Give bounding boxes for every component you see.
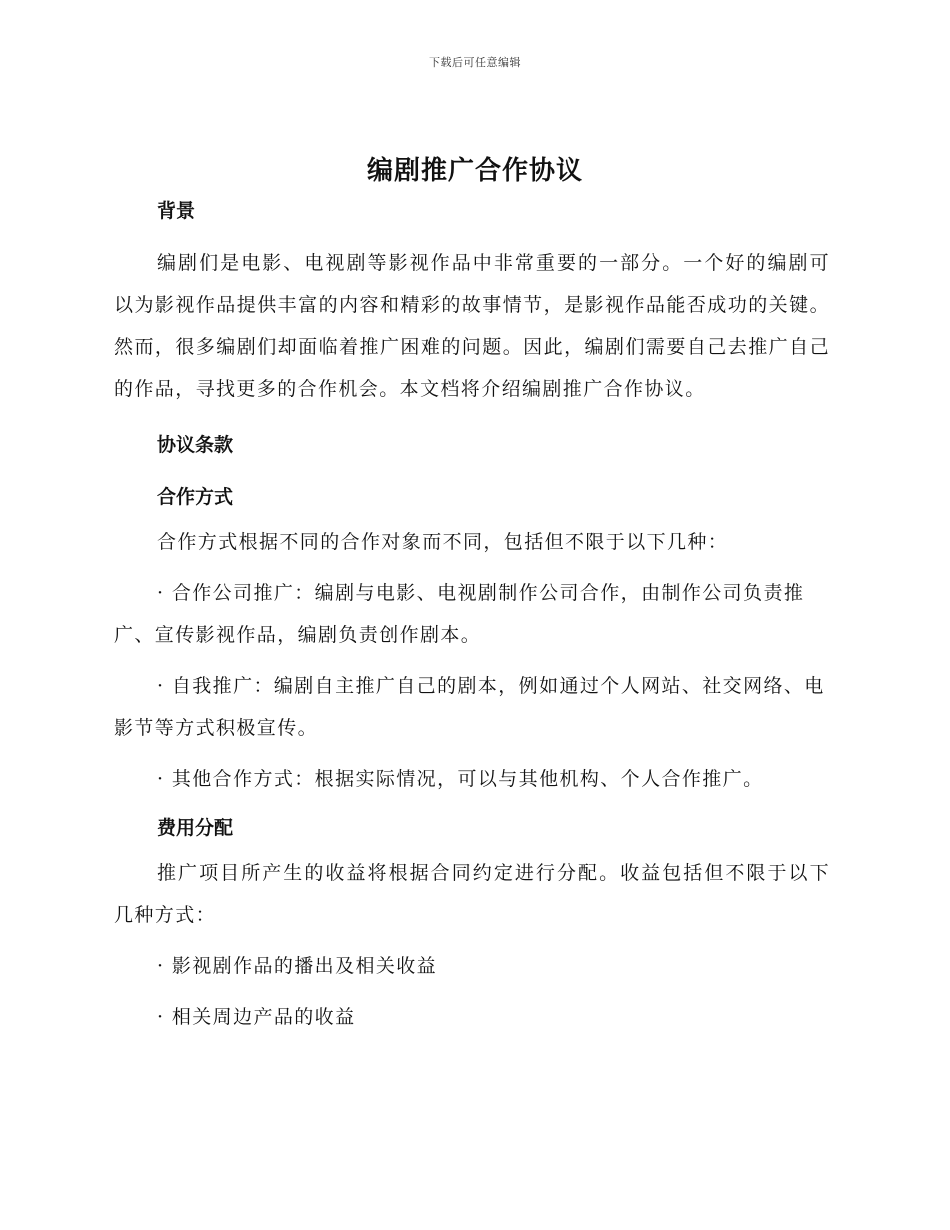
heading-terms: 协议条款 xyxy=(157,434,234,456)
document-body xyxy=(114,197,830,1038)
list-item-cooperation-1: · 合作公司推广：编剧与电影、电视剧制作公司合作，由制作公司负责推广、宣传影视作品，编剧负责创作剧本。 xyxy=(114,582,805,646)
paragraph-background: 编剧们是电影、电视剧等影视作品中非常重要的一部分。一个好的编剧可以为影视作品提供丰富的内容和精彩的故事情节，是影视作品能否成功的关键。然而，很多编剧们却面临着推广困难的问题。因此，编剧们需要自己去推广自己的作品，寻找更多的合作机会。本文档将介绍编剧推广合作协议。 xyxy=(114,252,830,400)
list-item-fees-2: · 相关周边产品的收益 xyxy=(157,1006,356,1028)
heading-fees: 费用分配 xyxy=(157,817,234,839)
list-item-fees-1: · 影视剧作品的播出及相关收益 xyxy=(157,955,438,977)
document-title: 编剧推广合作协议 xyxy=(366,156,583,186)
paragraph-cooperation-intro: 合作方式根据不同的合作对象而不同，包括但不限于以下几种： xyxy=(157,531,729,553)
heading-background: 背景 xyxy=(157,200,196,222)
header-note: 下载后可任意编辑 xyxy=(429,56,521,69)
list-item-cooperation-3: · 其他合作方式：根据实际情况，可以与其他机构、个人合作推广。 xyxy=(157,768,764,790)
paragraph-fees-intro: 推广项目所产生的收益将根据合同约定进行分配。收益包括但不限于以下几种方式： xyxy=(114,862,830,926)
heading-cooperation: 合作方式 xyxy=(157,486,234,508)
list-item-cooperation-2: · 自我推广：编剧自主推广自己的剧本，例如通过个人网站、社交网络、电影节等方式积极宣传。 xyxy=(114,675,825,739)
